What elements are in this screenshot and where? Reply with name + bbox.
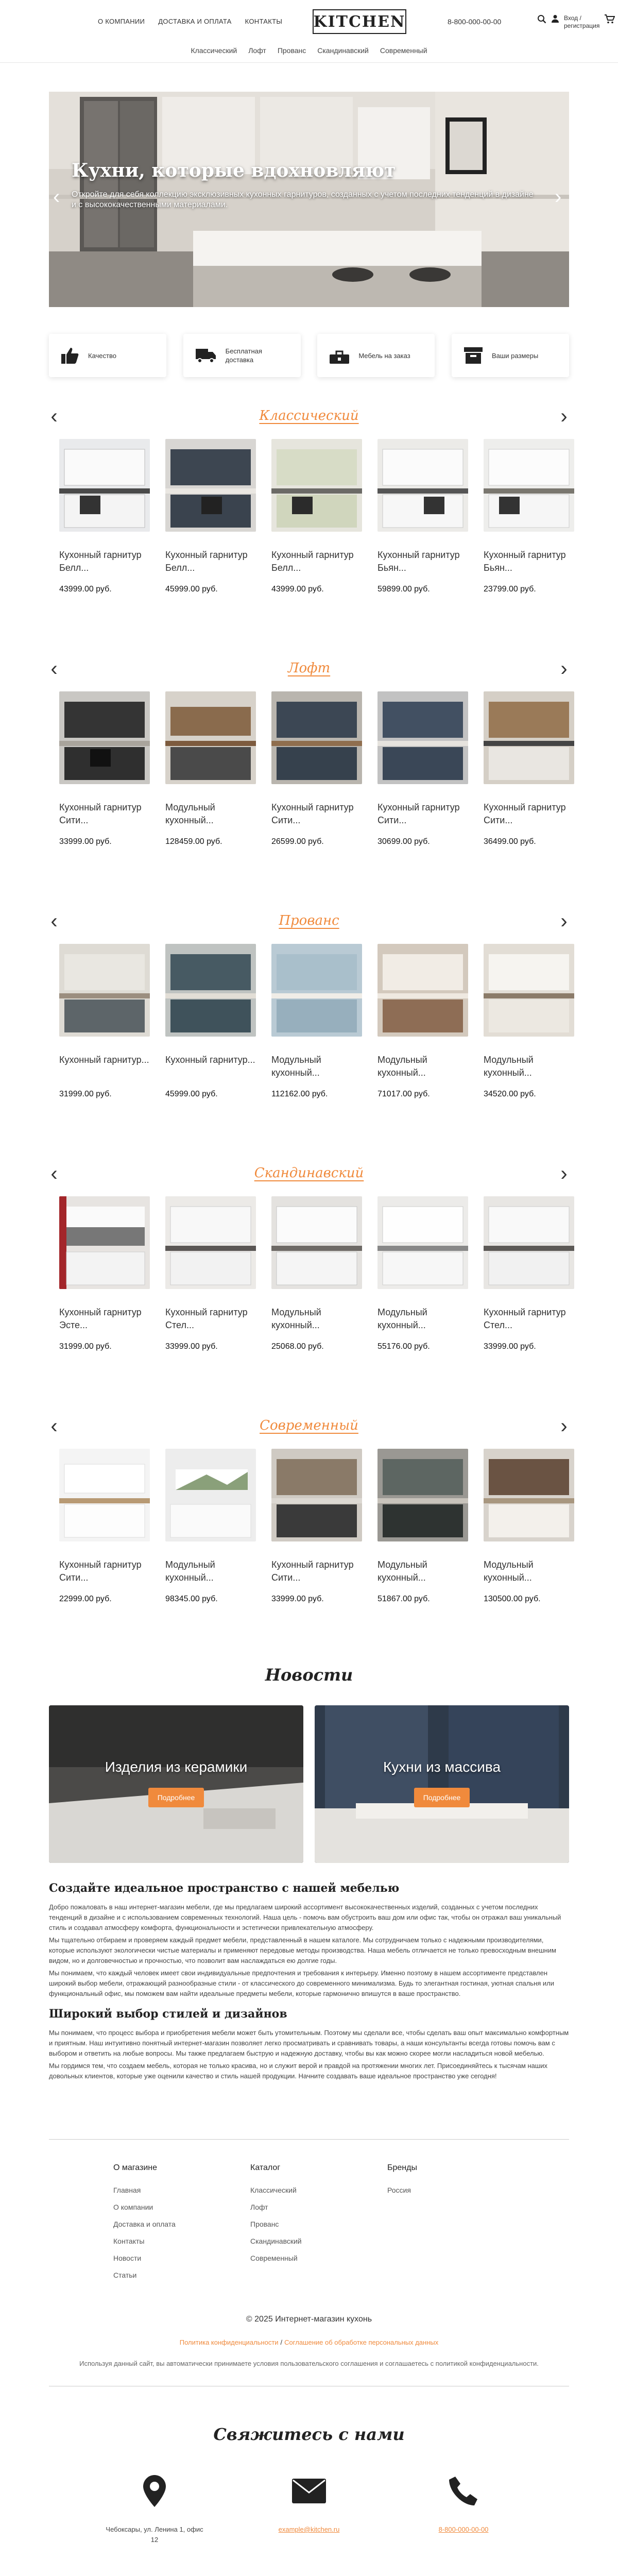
footer-link[interactable]: Статьи [113,2271,137,2279]
footer-link[interactable]: О компании [113,2203,153,2211]
cart-icon[interactable] [605,14,615,24]
login-line2: регистрация [564,22,600,29]
header-icons [537,14,615,30]
product-name[interactable]: Кухонный гарнитур Сити... [271,802,354,825]
product-image [484,439,574,532]
product-card[interactable] [165,1196,256,1351]
product-image [271,1449,362,1541]
product-card[interactable] [377,439,468,594]
about-paragraph: Мы тщательно отбираем и проверяем каждый предмет мебели, представленный в нашем каталоге. Мы сотрудничаем только с надежными производителями, которые используют экологически чистые материалы и применяют передовые методы производства. Наша мебель отличается не только превосходным внешним видом, но и долговечностью и прочностью, что позволит вам наслаждаться ею долгие годы. [49,1936,556,1964]
about-subheading: Широкий выбор стилей и дизайнов [49,2007,287,2021]
product-name[interactable]: Кухонный гарнитур Бьян... [377,550,460,573]
product-name[interactable]: Модульный кухонный... [484,1055,534,1078]
product-name[interactable]: Модульный кухонный... [271,1307,321,1330]
product-price: 98345.00 руб. [165,1595,218,1603]
product-image [377,439,468,532]
product-name[interactable]: Кухонный гарнитур Белл... [271,550,354,573]
feature-custom [317,334,435,377]
product-list [59,691,574,846]
copyright: © 2025 Интернет-магазин кухонь [246,2315,372,2324]
product-name[interactable]: Кухонный гарнитур Эсте... [59,1307,142,1330]
product-name[interactable]: Модульный кухонный... [484,1560,534,1583]
prev-arrow[interactable]: ‹ [50,910,58,933]
product-price: 33999.00 руб. [59,837,112,846]
about-paragraph: Мы понимаем, что процесс выбора и приобретения мебели может быть утомительным. Поэтому мы сделали все, чтобы сделать ваш опыт максимально комфортным и приятным. Наш интуитивно понятный интернет-магазин позволяет легко просматривать и сравнивать товары, а наши консультанты всегда готовы помочь вам с выбором и ответить на любые вопросы. Мы также предлагаем быструю и надежную доставку, чтобы вы как можно скорее могли насладиться новой мебелью. [49,2029,569,2057]
product-card[interactable] [377,691,468,846]
product-name[interactable]: Кухонный гарнитур... [59,1055,149,1065]
product-name[interactable]: Кухонный гарнитур Сити... [377,802,460,825]
product-image [59,1449,150,1541]
footer-link[interactable]: Прованс [250,2220,279,2228]
footer-columns [113,2163,505,2288]
product-card[interactable] [271,1196,362,1351]
feature-label: Ваши размеры [491,351,539,360]
news-card-title: Кухни из массива [383,1759,501,1775]
product-price: 36499.00 руб. [484,837,536,846]
product-name[interactable]: Кухонный гарнитур... [165,1055,255,1065]
footer-link[interactable]: Новости [113,2254,142,2262]
tools-icon [330,347,349,364]
feature-label: Мебель на заказ [358,351,410,360]
product-name[interactable]: Модульный кухонный... [165,1560,215,1583]
about-section [49,1882,569,2081]
section-modern [49,1413,569,1665]
product-name[interactable]: Кухонный гарнитур Бьян... [484,550,566,573]
envelope-icon [292,2479,326,2503]
about-heading: Создайте идеальное пространство с нашей мебелью [49,1882,400,1895]
product-card[interactable] [484,691,574,846]
product-card[interactable] [59,1449,150,1604]
product-price: 55176.00 руб. [377,1342,430,1351]
news-more-button[interactable]: Подробнее [414,1788,470,1807]
news-card[interactable] [315,1705,569,1863]
section-title[interactable]: Скандинавский [254,1165,364,1181]
nav-about[interactable]: О КОМПАНИИ [98,18,145,25]
product-card[interactable] [484,944,574,1099]
next-arrow[interactable]: › [560,405,568,428]
prev-arrow[interactable]: ‹ [50,405,58,428]
product-card[interactable] [377,1196,468,1351]
section-scandinavian [49,1160,569,1413]
product-name[interactable]: Модульный кухонный... [377,1055,427,1078]
email-link[interactable]: example@kitchen.ru [278,2526,340,2533]
product-name[interactable]: Кухонный гарнитур Сити... [484,802,566,825]
product-image [377,1449,468,1541]
product-list [59,1449,574,1604]
category-nav [0,41,618,63]
product-price: 34520.00 руб. [484,1090,536,1098]
next-arrow[interactable]: › [560,657,568,680]
footer-divider [49,2139,569,2140]
contact-section [49,2386,569,2576]
product-image [271,439,362,532]
product-price: 33999.00 руб. [165,1342,218,1351]
product-image [59,944,150,1037]
product-card[interactable] [484,1196,574,1351]
feature-label: Качество [88,351,116,360]
contact-title: Свяжитесь с нами [213,2425,405,2444]
product-price: 59899.00 руб. [377,585,430,594]
prev-arrow[interactable]: ‹ [50,657,58,680]
product-image [484,944,574,1037]
news-image [49,1705,303,1863]
footer-col-title: О магазине [113,2163,157,2172]
feature-label [226,347,282,364]
about-paragraph: Мы гордимся тем, что создаем мебель, которая не только красива, но и служит верой и правдой на протяжении многих лет. Присоединяйтесь к тысячам наших довольных клиентов, которые уже оценили качество и стиль нашей продукции. Начните создавать ваше идеальное пространство уже сегодня! [49,2062,548,2080]
product-price: 112162.00 руб. [271,1090,328,1098]
product-price: 31999.00 руб. [59,1090,112,1098]
product-name[interactable]: Кухонный гарнитур Сити... [271,1560,354,1583]
truck-icon [196,348,216,363]
product-price: 31999.00 руб. [59,1342,112,1351]
top-nav [98,18,282,25]
next-arrow[interactable]: › [560,1415,568,1437]
footer-col-catalog [250,2163,358,2288]
footer-col-shop [113,2163,221,2288]
product-price: 51867.00 руб. [377,1595,430,1603]
product-name[interactable]: Кухонный гарнитур Сити... [59,802,142,825]
product-image [484,1196,574,1289]
cat-loft[interactable]: Лофт [248,46,266,55]
product-price: 33999.00 руб. [484,1342,536,1351]
product-image [59,1196,150,1289]
section-title[interactable]: Современный [260,1418,358,1433]
feature-delivery [183,334,301,377]
box-icon [464,347,483,364]
footer-link[interactable]: Контакты [113,2237,145,2245]
product-card[interactable] [271,1449,362,1604]
section-classic [49,403,569,655]
news-title: Новости [265,1665,353,1685]
section-loft [49,655,569,908]
address-text: Чебоксары, ул. Ленина 1, офис 12 [106,2526,203,2544]
product-card[interactable] [271,944,362,1099]
product-card[interactable] [59,439,150,594]
product-name[interactable]: Кухонный гарнитур Сити... [59,1560,142,1583]
product-image [165,1196,256,1289]
product-image [165,944,256,1037]
product-card[interactable] [271,691,362,846]
product-name[interactable]: Кухонный гарнитур Белл... [59,550,142,573]
phone-link[interactable]: 8-800-000-00-00 [438,2526,489,2533]
product-price: 30699.00 руб. [377,837,430,846]
news-list [49,1705,569,1863]
prev-arrow[interactable]: ‹ [50,1162,58,1185]
thumbs-up-icon [61,347,79,364]
contact-address [103,2473,206,2545]
product-price: 45999.00 руб. [165,585,218,594]
section-title[interactable]: Классический [259,408,359,423]
footer-link[interactable]: Россия [387,2186,411,2194]
next-arrow[interactable]: › [560,1162,568,1185]
product-price: 25068.00 руб. [271,1342,324,1351]
product-card[interactable] [271,439,362,594]
product-price: 23799.00 руб. [484,585,536,594]
product-price: 43999.00 руб. [59,585,112,594]
product-price: 71017.00 руб. [377,1090,430,1098]
product-card[interactable] [165,691,256,846]
product-price: 22999.00 руб. [59,1595,112,1603]
product-card[interactable] [165,944,256,1099]
legal-links [0,2338,618,2346]
product-price: 45999.00 руб. [165,1090,218,1098]
footer-col-title: Каталог [250,2163,281,2172]
footer-link[interactable]: Современный [250,2254,298,2262]
cat-scandinavian[interactable]: Скандинавский [317,46,369,55]
footer-col-title: Бренды [387,2163,417,2172]
product-list [59,1196,574,1351]
product-card[interactable] [377,944,468,1099]
product-price: 130500.00 руб. [484,1595,541,1603]
hero-next-arrow[interactable]: › [555,185,562,208]
product-price: 26599.00 руб. [271,837,324,846]
header-phone[interactable]: 8-800-000-00-00 [448,18,502,26]
product-card[interactable] [484,439,574,594]
product-card[interactable] [59,691,150,846]
product-price: 128459.00 руб. [165,837,222,846]
feature-sizes [452,334,569,377]
news-image [315,1705,569,1863]
footer-note: Используя данный сайт, вы автоматически принимаете условия пользовательского соглашения и соглашаетесь с политикой конфиденциальности. [49,2360,569,2386]
product-image [377,691,468,784]
product-card[interactable] [165,439,256,594]
product-image [165,1449,256,1541]
feature-text: Бесплатная доставка [225,347,262,364]
cat-provence[interactable]: Прованс [277,46,306,55]
product-image [271,1196,362,1289]
product-list [59,439,574,594]
product-name[interactable]: Кухонный гарнитур Белл... [165,550,248,573]
login-line1: Вход / [564,14,581,22]
hero-text: Откройте для себя коллекцию эксклюзивных кухонных гарнитуров, созданных с учетом последних тенденций в дизайне и с высококачественными материалами. [72,190,534,209]
user-icon[interactable] [552,14,559,23]
footer-link[interactable]: Классический [250,2186,297,2194]
product-image [165,439,256,532]
product-price: 43999.00 руб. [271,585,324,594]
news-section [49,1665,569,1882]
about-paragraph: Мы понимаем, что каждый человек имеет свои индивидуальные предпочтения и требования к интерьеру. Именно поэтому в нашем ассортименте представлен широкий выбор мебели, отражающий разнообразные стили - от классического до современного минимализма. Будь то элегантная гостиная, уютная спальня или функциональный офис, мы поможем вам найти идеальные предметы мебели, которые гармонично впишутся в ваше пространство. [49,1969,555,1997]
product-image [377,944,468,1037]
product-image [59,439,150,532]
feature-quality [49,334,166,377]
product-name[interactable]: Модульный кухонный... [377,1560,427,1583]
product-name[interactable]: Кухонный гарнитур Стел... [484,1307,566,1330]
login-link[interactable] [564,14,599,30]
footer-link[interactable]: Доставка и оплата [113,2220,176,2228]
next-arrow[interactable]: › [560,910,568,933]
contact-columns [77,2473,541,2545]
news-card-title: Изделия из керамики [105,1759,248,1775]
product-image [59,691,150,784]
product-price: 33999.00 руб. [271,1595,324,1603]
cat-modern[interactable]: Современный [380,46,427,55]
footer-link[interactable]: Главная [113,2186,141,2194]
hero-title: Кухни, которые вдохновляют [72,160,396,181]
prev-arrow[interactable]: ‹ [50,1415,58,1437]
news-more-button[interactable]: Подробнее [148,1788,204,1807]
nav-contacts[interactable]: КОНТАКТЫ [245,18,283,25]
product-image [377,1196,468,1289]
footer-col-brands [387,2163,495,2288]
features-row [49,334,569,377]
hero-slider [49,92,569,307]
about-paragraph: Добро пожаловать в наш интернет-магазин мебели, где мы предлагаем широкий ассортимент высококачественных изделий, созданных с учетом последних тенденций в дизайне и с использованием современных технологий. Наша цель - помочь вам обустроить ваш дом или офис так, чтобы он отражал ваш уникальный стиль и создавал атмосферу комфорта, функциональности и эстетически привлекательную атмосферу. [49,1903,561,1931]
product-image [165,691,256,784]
section-title[interactable]: Лофт [287,660,331,676]
contact-phone [412,2473,515,2545]
product-card[interactable] [484,1449,574,1604]
footer-link[interactable]: Скандинавский [250,2237,302,2245]
product-name[interactable]: Модульный кухонный... [271,1055,321,1078]
cat-classic[interactable]: Классический [191,46,237,55]
hero-prev-arrow[interactable]: ‹ [53,185,60,208]
product-name[interactable]: Модульный кухонный... [165,802,215,825]
product-card[interactable] [377,1449,468,1604]
map-pin-icon [143,2475,166,2507]
footer-link[interactable]: Лофт [250,2203,268,2211]
link-separator: / [280,2338,283,2346]
section-provence [49,908,569,1160]
data-processing-link[interactable]: Соглашение об обработке персональных данных [284,2338,439,2346]
search-icon[interactable] [537,14,546,24]
product-card[interactable] [59,944,150,1099]
product-name[interactable]: Кухонный гарнитур Стел... [165,1307,248,1330]
section-title[interactable]: Прованс [279,913,339,928]
product-sections [0,403,618,1665]
product-image [484,1449,574,1541]
product-card[interactable] [165,1449,256,1604]
footer [0,2163,618,2386]
product-image [271,944,362,1037]
nav-delivery[interactable]: ДОСТАВКА И ОПЛАТА [158,18,232,25]
news-card[interactable] [49,1705,303,1863]
header [49,0,600,41]
product-list [59,944,574,1099]
logo[interactable]: KITCHEN [313,9,406,34]
product-image [271,691,362,784]
product-card[interactable] [59,1196,150,1351]
product-name[interactable]: Модульный кухонный... [377,1307,427,1330]
privacy-link[interactable]: Политика конфиденциальности [179,2338,279,2346]
phone-icon [448,2476,479,2506]
product-image [484,691,574,784]
contact-email [258,2473,360,2545]
